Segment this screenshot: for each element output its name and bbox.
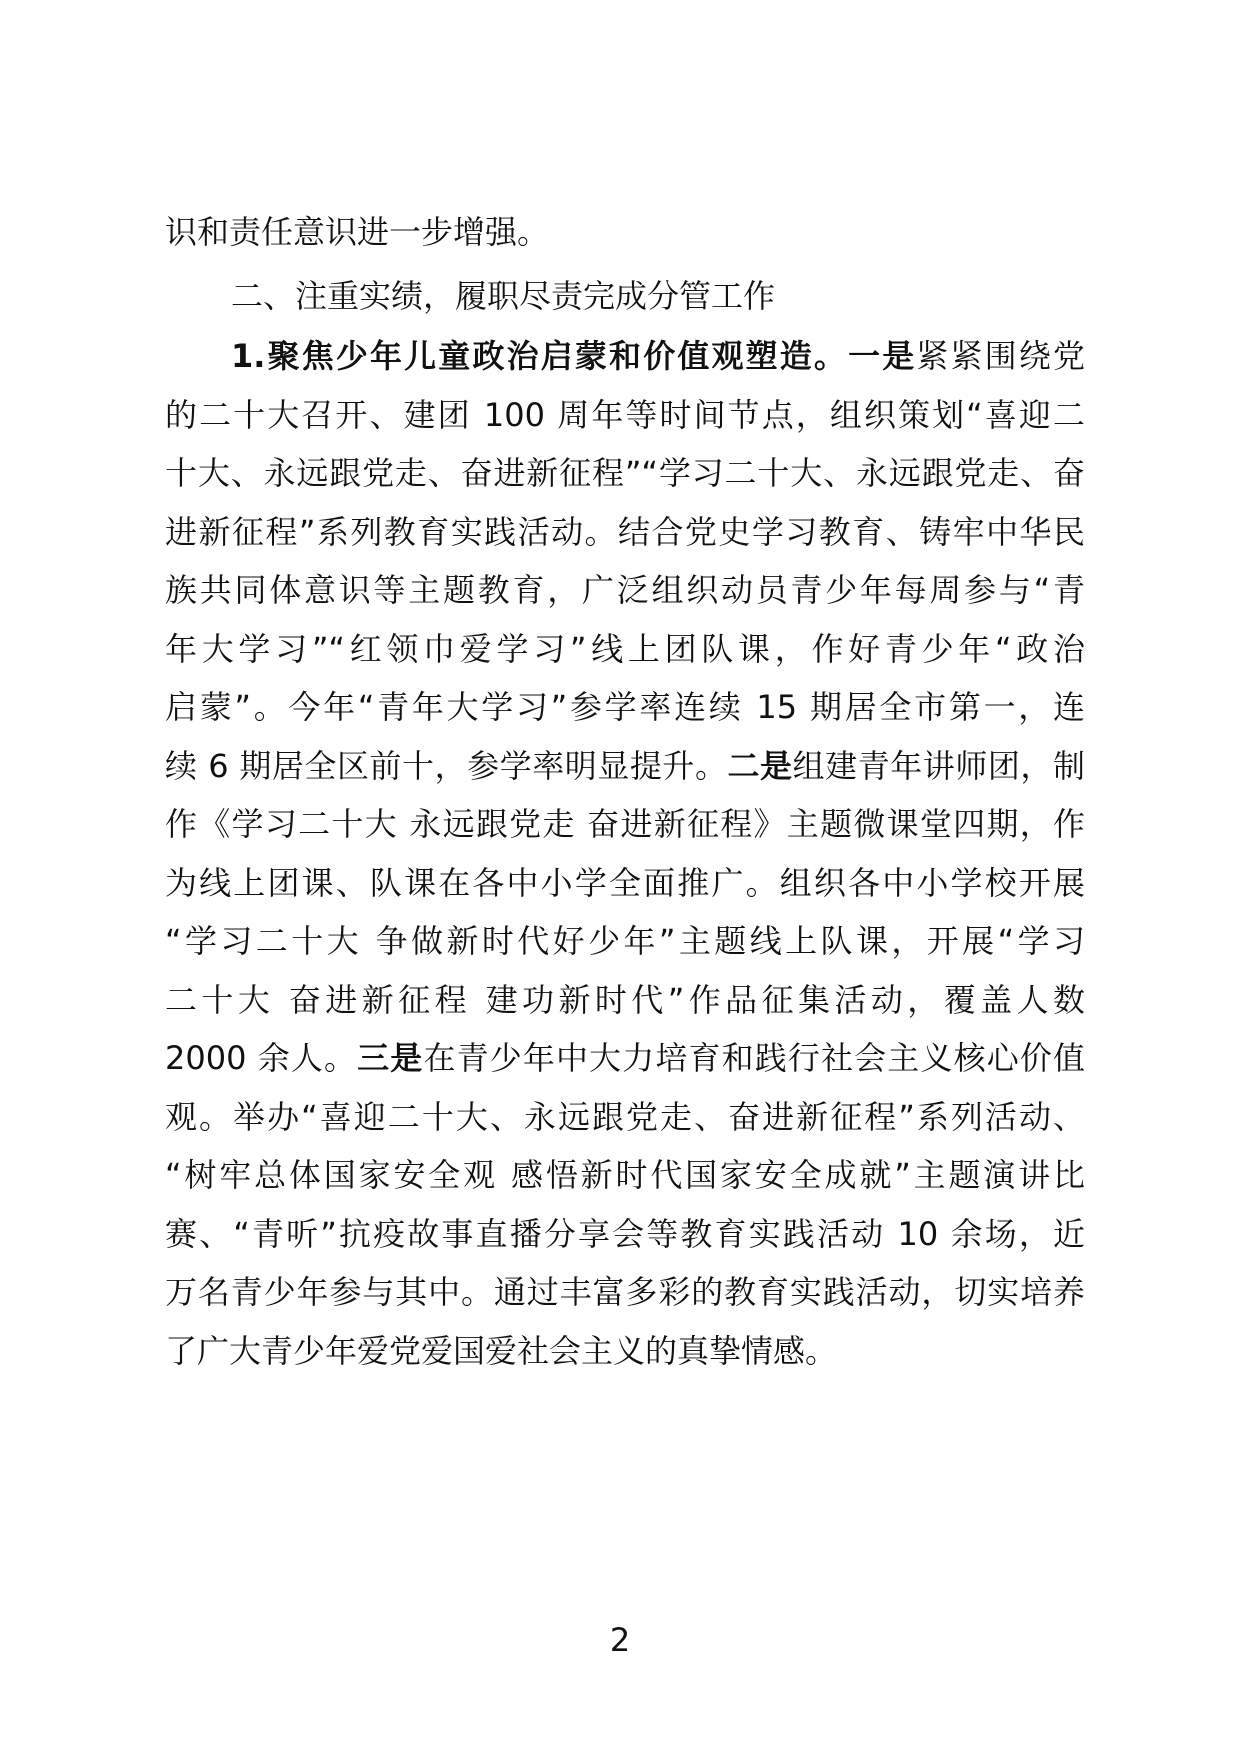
text-line: 二十大 奋进新征程 建功新时代”作品征集活动，覆盖人数 (165, 981, 1085, 1019)
text-line (165, 746, 1085, 786)
page-number: 2 (609, 1621, 631, 1659)
text-line: 作《学习二十大 永远跟党走 奋进新征程》主题微课堂四期，作 (165, 805, 1085, 843)
text-line: 十大、永远跟党走、奋进新征程”“学习二十大、永远跟党走、奋 (165, 454, 1085, 492)
text-fragment: 续 6 期居全区前十，参学率明显提升。 (165, 747, 728, 785)
point-marker: 三是 (357, 1039, 424, 1077)
text-line (231, 336, 1085, 376)
point-marker: 二是 (727, 747, 793, 785)
text-line: 年大学习”“红领巾爱学习”线上团队课，作好青少年“政治 (165, 630, 1085, 668)
text-fragment: 紧紧围绕党 (916, 337, 1085, 375)
text-line: 启蒙”。今年“青年大学习”参学率连续 15 期居全市第一，连 (165, 688, 1085, 726)
text-fragment: 2000 余人。 (165, 1039, 358, 1077)
text-line: 族共同体意识等主题教育，广泛组织动员青少年每周参与“青 (165, 571, 1085, 609)
text-line: 的二十大召开、建团 100 周年等时间节点，组织策划“喜迎二 (165, 396, 1085, 434)
subsection-heading: 1.聚焦少年儿童政治启蒙和价值观塑造。 (231, 337, 849, 375)
text-line: “学习二十大 争做新时代好少年”主题线上队课，开展“学习 (165, 922, 1085, 960)
text-line: 赛、“青听”抗疫故事直播分享会等教育实践活动 10 余场，近 (165, 1215, 1085, 1253)
text-fragment: 组建青年讲师团，制 (792, 747, 1085, 785)
text-line: 万名青少年参与其中。通过丰富多彩的教育实践活动，切实培养 (165, 1273, 1085, 1311)
text-line: 识和责任意识进一步增强。 (165, 213, 550, 251)
text-line (165, 1038, 1085, 1078)
section-heading: 二、注重实绩，履职尽责完成分管工作 (231, 277, 776, 315)
text-line: 进新征程”系列教育实践活动。结合党史学习教育、铸牢中华民 (165, 513, 1085, 551)
text-line: 为线上团课、队课在各中小学全面推广。组织各中小学校开展 (165, 864, 1085, 902)
text-line: “树牢总体国家安全观 感悟新时代国家安全成就”主题演讲比 (165, 1156, 1085, 1194)
point-marker: 一是 (848, 337, 917, 375)
text-fragment: 在青少年中大力培育和践行社会主义核心价值 (423, 1039, 1085, 1077)
text-line: 观。举办“喜迎二十大、永远跟党走、奋进新征程”系列活动、 (165, 1098, 1085, 1136)
text-line: 了广大青少年爱党爱国爱社会主义的真挚情感。 (165, 1332, 838, 1370)
